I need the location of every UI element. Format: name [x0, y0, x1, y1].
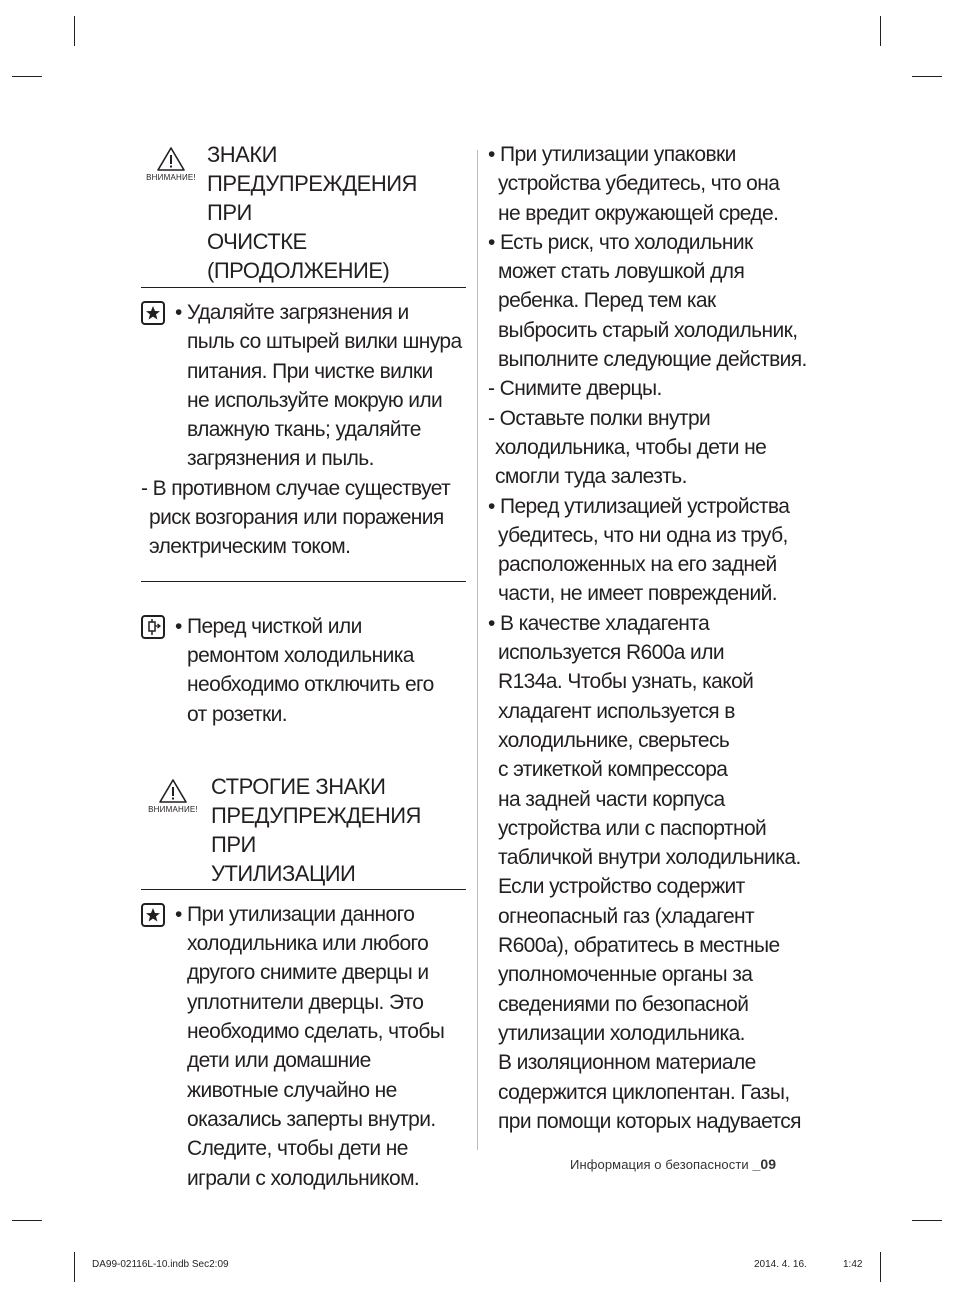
text-line: огнеопасный газ (хладагент — [498, 904, 755, 928]
imprint-date: 2014. 4. 16. — [754, 1259, 807, 1270]
text-line: устройства или с паспортной — [498, 816, 767, 840]
text-line: • В качестве хладагента — [488, 611, 710, 635]
cleaning-item-1 — [141, 298, 466, 474]
section-rule — [141, 287, 466, 288]
section1-heading — [207, 140, 466, 285]
crop-mark — [74, 16, 75, 46]
warning-sign — [141, 778, 205, 815]
page-footer — [570, 1156, 776, 1172]
text-line: с этикеткой компрессора — [498, 758, 728, 782]
crop-mark — [880, 1252, 881, 1282]
crop-mark — [12, 1220, 42, 1221]
text-line: не используйте мокрую или — [187, 388, 443, 412]
right-column — [488, 140, 828, 1136]
text-line: загрязнения и пыль. — [187, 447, 374, 471]
text-line: В изоляционном материале — [498, 1051, 756, 1075]
text-line: холодильника, чтобы дети не — [495, 435, 767, 459]
text-line: • При утилизации данного — [175, 902, 415, 926]
text-line: - Оставьте полки внутри — [488, 406, 711, 430]
text-line: необходимо отключить его — [187, 673, 434, 697]
text-line: Если устройство содержит — [498, 875, 745, 899]
star-warning-icon — [141, 301, 165, 325]
text-line: устройства убедитесь, что она — [498, 172, 780, 196]
text-line: уполномоченные органы за — [498, 963, 753, 987]
crop-mark — [912, 76, 942, 77]
text-line: убедитесь, что ни одна из труб, — [498, 523, 788, 547]
warning-sign — [141, 146, 201, 183]
warning-triangle-icon — [158, 778, 188, 804]
text-line: выполните следующие действия. — [498, 348, 807, 372]
section-rule — [141, 581, 466, 582]
text-line: холодильнике, сверьтесь — [498, 728, 730, 752]
text-line: на задней части корпуса — [498, 787, 725, 811]
heading-line: ЗНАКИ — [207, 142, 277, 167]
text-line: другого снимите дверцы и — [187, 961, 429, 985]
section1-heading-block — [141, 140, 466, 285]
imprint-file: DA99-02116L-10.indb Sec2:09 — [92, 1259, 229, 1270]
section2-heading-block — [141, 772, 466, 888]
warning-label: ВНИМАНИЕ! — [148, 804, 198, 814]
crop-mark — [74, 1252, 75, 1282]
cleaning-item-2 — [141, 612, 466, 729]
text-line: играли с холодильником. — [187, 1166, 420, 1190]
unplug-icon — [141, 615, 165, 639]
warning-label: ВНИМАНИЕ! — [146, 173, 196, 182]
text-line: содержится циклопентан. Газы, — [498, 1080, 790, 1104]
text-line: сведениями по безопасной — [498, 992, 749, 1016]
text-line: животные случайно не — [187, 1078, 397, 1102]
text-line: используется R600a или — [498, 641, 724, 665]
star-warning-icon — [141, 903, 165, 927]
crop-mark — [12, 76, 42, 77]
cleaning-dash-note — [141, 474, 466, 562]
text-line: Следите, чтобы дети не — [187, 1137, 408, 1161]
text-line: • Есть риск, что холодильник — [488, 230, 753, 254]
crop-mark — [880, 16, 881, 46]
text-line: - В противном случае существует — [141, 476, 451, 500]
text-line: утилизации холодильника. — [498, 1021, 745, 1045]
heading-line: ОЧИСТКЕ — [207, 229, 307, 254]
text-line: части, не имеет повреждений. — [498, 582, 777, 606]
text-line: - Снимите дверцы. — [488, 377, 662, 401]
section-rule — [141, 889, 466, 890]
heading-line: ПРЕДУПРЕЖДЕНИЯ ПРИ — [211, 802, 421, 857]
text-line: при помощи которых надувается — [498, 1109, 801, 1133]
text-line: выбросить старый холодильник, — [498, 318, 798, 342]
text-line: R134a. Чтобы узнать, какой — [498, 670, 754, 694]
text-line: расположенных на его задней — [498, 553, 777, 577]
text-line: пыль со штырей вилки шнура — [187, 330, 462, 354]
text-line: влажную ткань; удаляйте — [187, 418, 421, 442]
text-line: питания. При чистке вилки — [187, 359, 433, 383]
heading-line: ПРЕДУПРЕЖДЕНИЯ ПРИ — [207, 171, 417, 225]
text-line: ребенка. Перед тем как — [498, 289, 716, 313]
text-line: смогли туда залезть. — [495, 465, 687, 489]
text-line: дети или домашние — [187, 1049, 371, 1073]
crop-mark — [912, 1220, 942, 1221]
text-line: ремонтом холодильника — [187, 643, 414, 667]
section2-heading — [211, 772, 466, 888]
heading-line: СТРОГИЕ ЗНАКИ — [211, 773, 386, 799]
text-line: табличкой внутри холодильника. — [498, 846, 801, 870]
text-line: R600a), обратитесь в местные — [498, 934, 780, 958]
text-line: • Перед чисткой или — [175, 614, 362, 638]
text-line: холодильника или любого — [187, 932, 429, 956]
column-divider — [477, 150, 478, 1150]
heading-line: (ПРОДОЛЖЕНИЕ) — [207, 258, 390, 283]
page-number: _09 — [752, 1156, 777, 1172]
disposal-item-1 — [141, 900, 466, 1193]
text-line: может стать ловушкой для — [498, 260, 745, 284]
warning-triangle-icon — [156, 146, 186, 172]
text-line: оказались заперты внутри. — [187, 1107, 436, 1131]
text-line: электрическим током. — [149, 535, 351, 559]
footer-section-name: Информация о безопасности — [570, 1157, 749, 1172]
left-column — [141, 140, 466, 1193]
text-line: от розетки. — [187, 702, 287, 726]
text-line: • При утилизации упаковки — [488, 143, 736, 166]
text-line: хладагент используется в — [498, 699, 735, 723]
text-line: • Удаляйте загрязнения и — [175, 301, 409, 324]
text-line: необходимо сделать, чтобы — [187, 1020, 445, 1044]
text-line: • Перед утилизацией устройства — [488, 494, 790, 518]
imprint-time: 1:42 — [843, 1259, 863, 1270]
text-line: уплотнители дверцы. Это — [187, 990, 424, 1014]
heading-line: УТИЛИЗАЦИИ — [211, 860, 356, 886]
text-line: не вредит окружающей среде. — [498, 201, 779, 225]
text-line: риск возгорания или поражения — [149, 506, 444, 530]
